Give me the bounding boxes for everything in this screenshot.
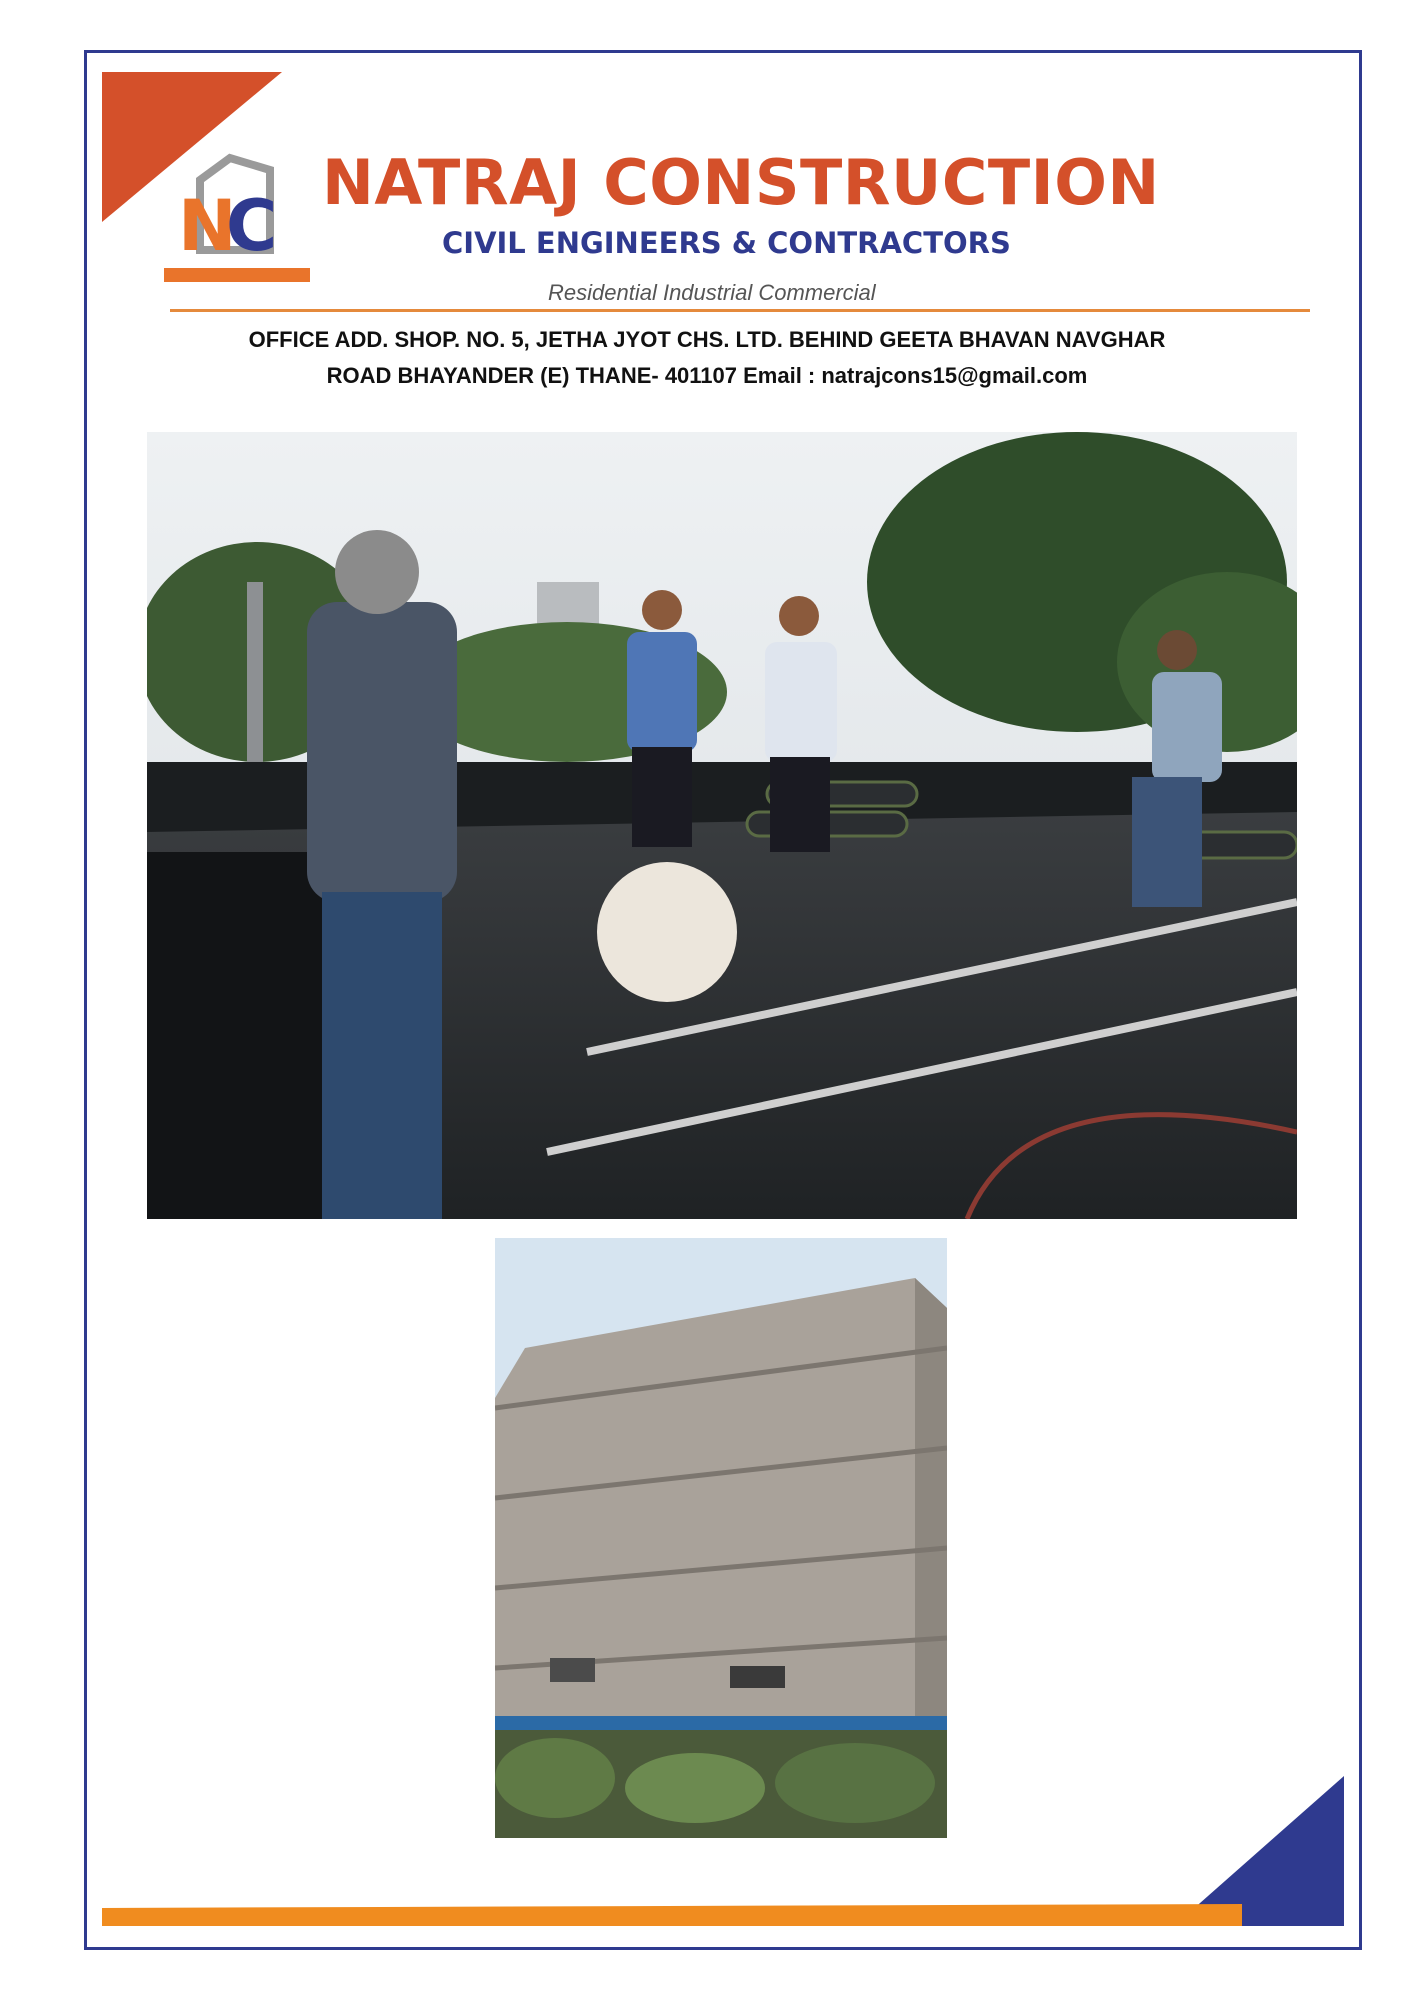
- company-logo: [160, 140, 310, 290]
- office-address: [100, 322, 1314, 394]
- company-tagline: CIVIL ENGINEERS & CONTRACTORS: [442, 226, 1011, 260]
- address-line-1: OFFICE ADD. SHOP. NO. 5, JETHA JYOT CHS. LTD. BEHIND GEETA BHAVAN NAVGHAR: [248, 327, 1166, 352]
- corner-decoration-bottom-right: [1174, 1776, 1344, 1926]
- svg-text:N: N: [178, 185, 237, 267]
- company-name: NATRAJ CONSTRUCTION: [322, 146, 1160, 219]
- nc-logo-icon: [160, 140, 310, 290]
- header-divider: [170, 309, 1310, 312]
- address-line-2: ROAD BHAYANDER (E) THANE- 401107 Email : natrajcons15@gmail.com: [326, 363, 1088, 388]
- company-sub-tagline: Residential Industrial Commercial: [548, 280, 876, 305]
- building-wall-photo: [495, 1238, 947, 1838]
- rooftop-waterproofing-photo: [147, 432, 1297, 1219]
- svg-text:C: C: [226, 185, 278, 267]
